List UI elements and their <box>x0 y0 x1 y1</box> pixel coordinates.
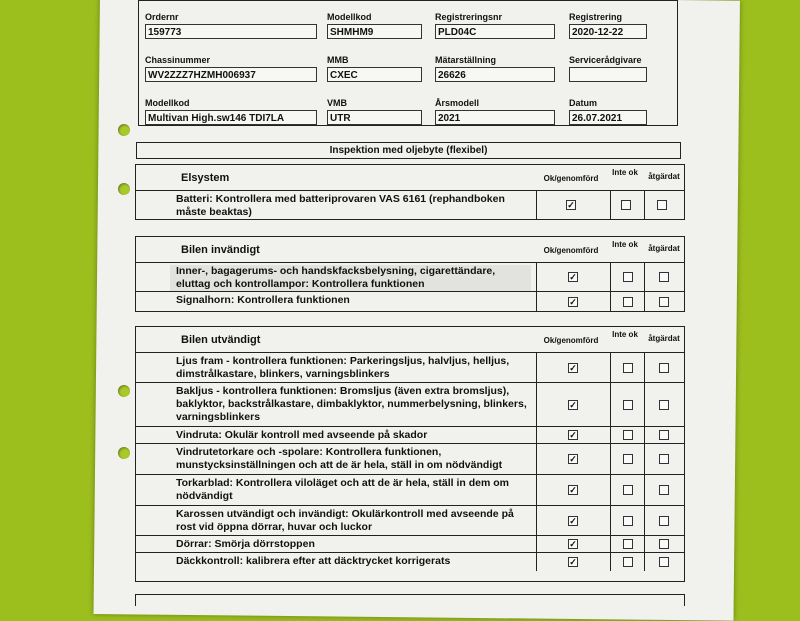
inte-ok-checkbox[interactable] <box>623 454 633 464</box>
servicerad-value <box>569 67 647 82</box>
inte-ok-checkbox[interactable] <box>623 400 633 410</box>
check-row: Bakljus - kontrollera funktionen: Bromsljus (även extra bromsljus), baklyktor, backstrålkastare, dimbaklyktor, nummerbelysning, blinkers, varningsblinkers ✓ <box>136 383 684 427</box>
registrering-value: 2020-12-22 <box>569 24 647 39</box>
col-inte-ok-header: Inte ok <box>612 168 638 177</box>
ok-checkbox[interactable]: ✓ <box>567 200 575 210</box>
check-row: Vindruta: Okulär kontroll med avseende på skador ✓ <box>136 427 684 444</box>
punch-hole <box>118 447 130 459</box>
section-header <box>136 237 684 263</box>
section-title: Bilen invändigt <box>181 244 260 256</box>
atgardat-checkbox[interactable] <box>659 516 669 526</box>
inte-ok-checkbox[interactable] <box>623 557 633 567</box>
check-row: Karossen utvändigt och invändigt: Okulärkontroll med avseende på rost vid öppna dörrar, huvar och luckor ✓ <box>136 506 684 536</box>
vehicle-info-header: Ordernr 159773 Modellkod SHMHM9 Registreringsnr PLD04C Registrering 2020-12-22 Chassinummer WV2ZZZ7HZMH006937 MMB CXEC Mätarställning 26626 Servicerådgivare Modellkod Multivan High.sw146 TDI7LA VMB UTR Årsmodell 2021 Datum 26.07.2021 <box>138 0 678 126</box>
inte-ok-checkbox[interactable] <box>623 297 633 307</box>
registreringsnr-value: PLD04C <box>435 24 555 39</box>
atgardat-checkbox[interactable] <box>659 297 669 307</box>
col-inte-ok-header: Inte ok <box>612 330 638 339</box>
inte-ok-checkbox[interactable] <box>623 485 633 495</box>
atgardat-checkbox[interactable] <box>659 430 669 440</box>
chassinummer-value: WV2ZZZ7HZMH006937 <box>145 67 317 82</box>
col-atgardat-header: åtgärdat <box>648 334 680 343</box>
atgardat-checkbox[interactable] <box>659 400 669 410</box>
atgardat-checkbox[interactable] <box>659 272 669 282</box>
ok-checkbox[interactable]: ✓ <box>569 485 577 495</box>
section-title: Elsystem <box>181 172 230 184</box>
check-row: Torkarblad: Kontrollera viloläget och att de är hela, ställ in dem om nödvändigt ✓ <box>136 475 684 506</box>
arsmodell-value: 2021 <box>435 110 555 125</box>
col-ok-header: Ok/genomförd <box>543 174 599 183</box>
matarstallning-value: 26626 <box>435 67 555 82</box>
ok-checkbox[interactable]: ✓ <box>569 515 577 526</box>
atgardat-checkbox[interactable] <box>657 200 667 210</box>
check-row: Batteri: Kontrollera med batteriprovaren VAS 6161 (rephandboken måste beaktas) ✓ <box>136 191 684 219</box>
ok-checkbox[interactable]: ✓ <box>569 399 577 410</box>
ok-checkbox[interactable]: ✓ <box>569 272 577 282</box>
ok-checkbox[interactable]: ✓ <box>569 430 577 440</box>
section-bilen-utvandigt <box>135 326 685 582</box>
inte-ok-checkbox[interactable] <box>621 200 631 210</box>
col-atgardat-header: åtgärdat <box>648 244 680 253</box>
ok-checkbox[interactable]: ✓ <box>569 454 577 464</box>
check-row: Vindrutetorkare och -spolare: Kontrollera funktionen, munstycksinställningen och att de är hela, ställ in om nödvändigt ✓ <box>136 444 684 475</box>
section-elsystem <box>135 164 685 220</box>
ordernr-value: 159773 <box>145 24 317 39</box>
punch-hole <box>118 385 130 397</box>
section-header <box>136 165 684 191</box>
modellkod-top-value: SHMHM9 <box>327 24 422 39</box>
col-atgardat-header: åtgärdat <box>648 172 680 181</box>
punch-hole <box>118 124 130 136</box>
punch-hole <box>118 183 130 195</box>
datum-value: 26.07.2021 <box>569 110 647 125</box>
atgardat-checkbox[interactable] <box>659 363 669 373</box>
ok-checkbox[interactable]: ✓ <box>569 362 577 373</box>
col-inte-ok-header: Inte ok <box>612 240 638 249</box>
check-row: Ljus fram - kontrollera funktionen: Parkeringsljus, halvljus, helljus, dimstrålkastare, blinkers, varningsblinkers ✓ <box>136 353 684 383</box>
check-row: Inner-, bagagerums- och handskfacksbelysning, cigarettändare, eluttag och kontrollampor: Kontrollera funktionen ✓ <box>136 263 684 292</box>
vmb-value: UTR <box>327 110 422 125</box>
check-row: Dörrar: Smörja dörrstoppen ✓ <box>136 536 684 553</box>
inte-ok-checkbox[interactable] <box>623 539 633 549</box>
inte-ok-checkbox[interactable] <box>623 430 633 440</box>
inte-ok-checkbox[interactable] <box>623 516 633 526</box>
atgardat-checkbox[interactable] <box>659 485 669 495</box>
atgardat-checkbox[interactable] <box>659 539 669 549</box>
section-header <box>136 327 684 353</box>
section-bilen-invandigt <box>135 236 685 312</box>
atgardat-checkbox[interactable] <box>659 557 669 567</box>
atgardat-checkbox[interactable] <box>659 454 669 464</box>
ok-checkbox[interactable]: ✓ <box>569 296 577 307</box>
col-ok-header: Ok/genomförd <box>543 336 599 345</box>
check-row: Däckkontroll: kalibrera efter att däcktrycket korrigerats ✓ <box>136 553 684 571</box>
ok-checkbox[interactable]: ✓ <box>569 557 577 567</box>
inte-ok-checkbox[interactable] <box>623 363 633 373</box>
mmb-value: CXEC <box>327 67 422 82</box>
section-title: Bilen utvändigt <box>181 334 261 346</box>
ok-checkbox[interactable]: ✓ <box>569 539 577 549</box>
next-section-edge <box>135 594 685 606</box>
modellkod-value: Multivan High.sw146 TDI7LA <box>145 110 317 125</box>
check-row: Signalhorn: Kontrollera funktionen ✓ <box>136 292 684 311</box>
col-ok-header: Ok/genomförd <box>543 246 599 255</box>
inte-ok-checkbox[interactable] <box>623 272 633 282</box>
inspection-title: Inspektion med oljebyte (flexibel) <box>136 142 681 159</box>
